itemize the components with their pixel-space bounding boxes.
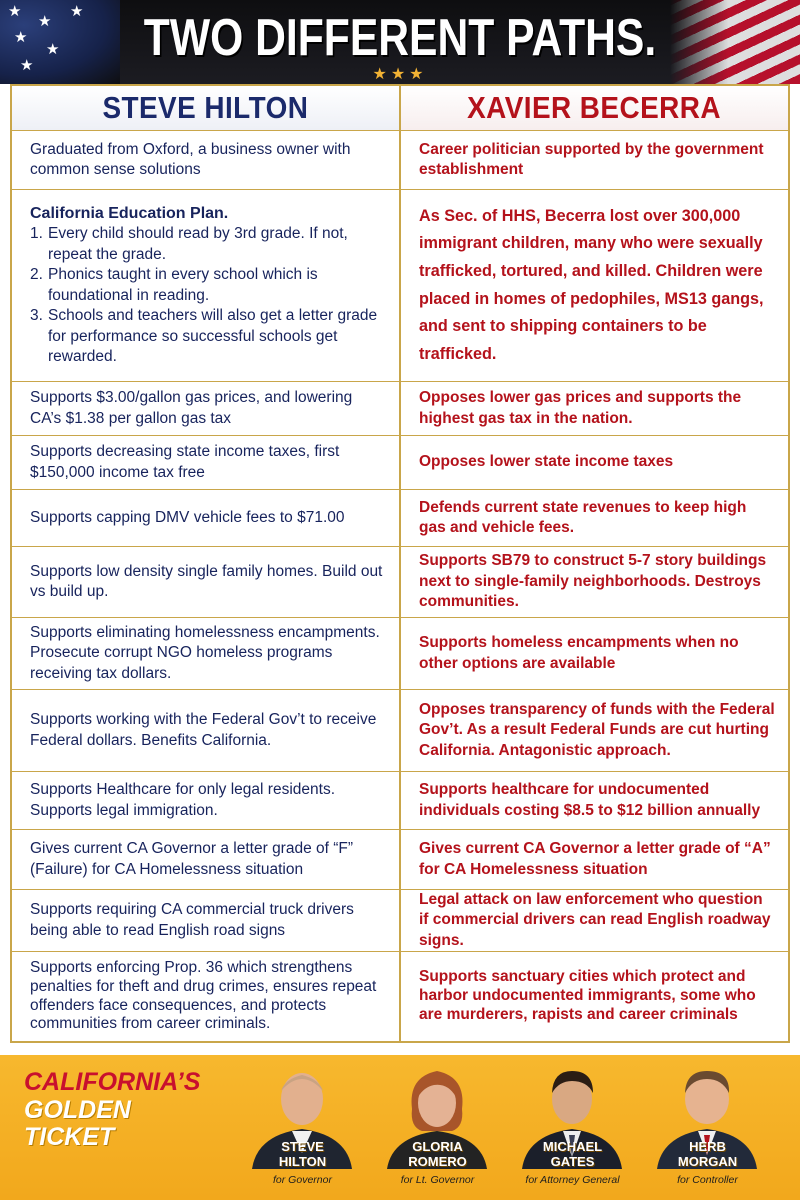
candidate-name: GLORIA ROMERO [408, 1139, 467, 1169]
hilton-cell: Supports capping DMV vehicle fees to $71.00 [12, 490, 401, 546]
becerra-cell: Career politician supported by the government establishment [419, 140, 764, 178]
education-plan-list [30, 224, 387, 367]
table-row [12, 381, 788, 435]
list-item: 3. Schools and teachers will also get a letter grade for performance so successful schools get rewarded. [30, 307, 378, 366]
becerra-cell: Supports SB79 to construct 5-7 story buildings next to single-family neighborhoods. Destroys communities. [419, 552, 767, 611]
candidate-card [505, 1055, 640, 1200]
becerra-cell: Supports sanctuary cities which protect and harbor undocumented immigrants, some who are murderers, rapists and career criminals [419, 968, 756, 1023]
table-row [12, 951, 788, 1041]
hilton-cell: Supports enforcing Prop. 36 which strengthens penalties for theft and drug crimes, ensures repeat offenders face consequences, and protects communities from career criminals. [12, 952, 401, 1041]
becerra-cell: Opposes lower state income taxes [419, 453, 674, 471]
hilton-cell: Supports Healthcare for only legal residents. Supports legal immigration. [12, 772, 401, 829]
hilton-cell: Graduated from Oxford, a business owner with common sense solutions [12, 131, 401, 189]
education-plan-title: California Education Plan. [30, 205, 229, 223]
title-stars: ★★★ [372, 64, 428, 83]
table-row [12, 489, 788, 546]
comparison-table [10, 84, 790, 1043]
star-icon: ★ [46, 40, 60, 58]
star-icon: ★ [38, 12, 52, 30]
becerra-cell: Gives current CA Governor a letter grade of “A” for CA Homelessness situation [419, 840, 771, 878]
table-row [12, 829, 788, 889]
candidate-name: MICHAEL GATES [542, 1139, 603, 1169]
candidate-name: HERB MORGAN [677, 1139, 738, 1169]
star-icon: ★ [14, 28, 28, 46]
candidate-card [235, 1055, 370, 1200]
column-header-hilton: STEVE HILTON [12, 86, 401, 130]
candidate-name: STEVE HILTON [278, 1139, 327, 1169]
table-row [12, 189, 788, 381]
candidate-card [370, 1055, 505, 1200]
becerra-cell: Supports healthcare for undocumented individuals costing $8.5 to $12 billion annually [419, 781, 761, 819]
candidate-role: for Controller [677, 1174, 738, 1186]
hilton-cell: Supports working with the Federal Gov’t to receive Federal dollars. Benefits California. [12, 690, 401, 771]
hilton-cell: Supports requiring CA commercial truck drivers being able to read English road signs [12, 890, 401, 951]
candidate-role: for Lt. Governor [400, 1174, 475, 1186]
table-row [12, 689, 788, 771]
hilton-cell: Supports $3.00/gallon gas prices, and lowering CA’s $1.38 per gallon gas tax [12, 382, 401, 435]
table-header [12, 86, 788, 130]
hilton-cell: Supports decreasing state income taxes, first $150,000 income tax free [12, 436, 401, 489]
candidate-role: for Attorney General [525, 1174, 620, 1186]
star-icon: ★ [8, 2, 22, 20]
column-header-becerra: XAVIER BECERRA [401, 86, 788, 130]
table-row [12, 617, 788, 689]
table-row [12, 771, 788, 829]
page-title: TWO DIFFERENT PATHS. [143, 9, 657, 67]
hilton-cell [12, 190, 401, 381]
table-row [12, 130, 788, 189]
list-item: 1. Every child should read by 3rd grade. If not, repeat the grade. [30, 225, 348, 263]
becerra-cell: As Sec. of HHS, Becerra lost over 300,000 immigrant children, many who were sexually trafficked, tortured, and killed. Children were placed in homes of pedophiles, MS13 gangs, and sent to shipping containers to be trafficked. [419, 206, 764, 363]
table-row [12, 546, 788, 617]
becerra-cell: Defends current state revenues to keep high gas and vehicle fees. [419, 498, 747, 536]
becerra-cell: Opposes transparency of funds with the Federal Gov’t. As a result Federal Funds are cut hurting California. Antagonistic approach. [419, 700, 775, 759]
hilton-cell: Supports eliminating homelessness encampments. Prosecute corrupt NGO homeless programs receiving tax dollars. [12, 618, 401, 689]
header-banner [0, 0, 800, 84]
candidate-role: for Governor [273, 1174, 332, 1186]
hilton-cell: Supports low density single family homes. Build out vs build up. [12, 547, 401, 617]
golden-ticket-footer [0, 1055, 800, 1200]
list-item: 2. Phonics taught in every school which is foundational in reading. [30, 266, 318, 304]
table-row [12, 435, 788, 489]
candidate-list [235, 1055, 795, 1200]
golden-ticket-title: CALIFORNIA’S GOLDEN TICKET [24, 1068, 201, 1151]
star-icon: ★ [70, 2, 84, 20]
becerra-cell: Legal attack on law enforcement who question if commercial drivers can read English roadway signs. [419, 890, 771, 949]
becerra-cell: Opposes lower gas prices and supports the highest gas tax in the nation. [419, 389, 742, 427]
table-row [12, 889, 788, 951]
becerra-cell: Supports homeless encampments when no other options are available [419, 634, 739, 672]
candidate-card [640, 1055, 775, 1200]
star-icon: ★ [20, 56, 34, 74]
hilton-cell: Gives current CA Governor a letter grade of “F” (Failure) for CA Homelessness situation [12, 830, 401, 889]
